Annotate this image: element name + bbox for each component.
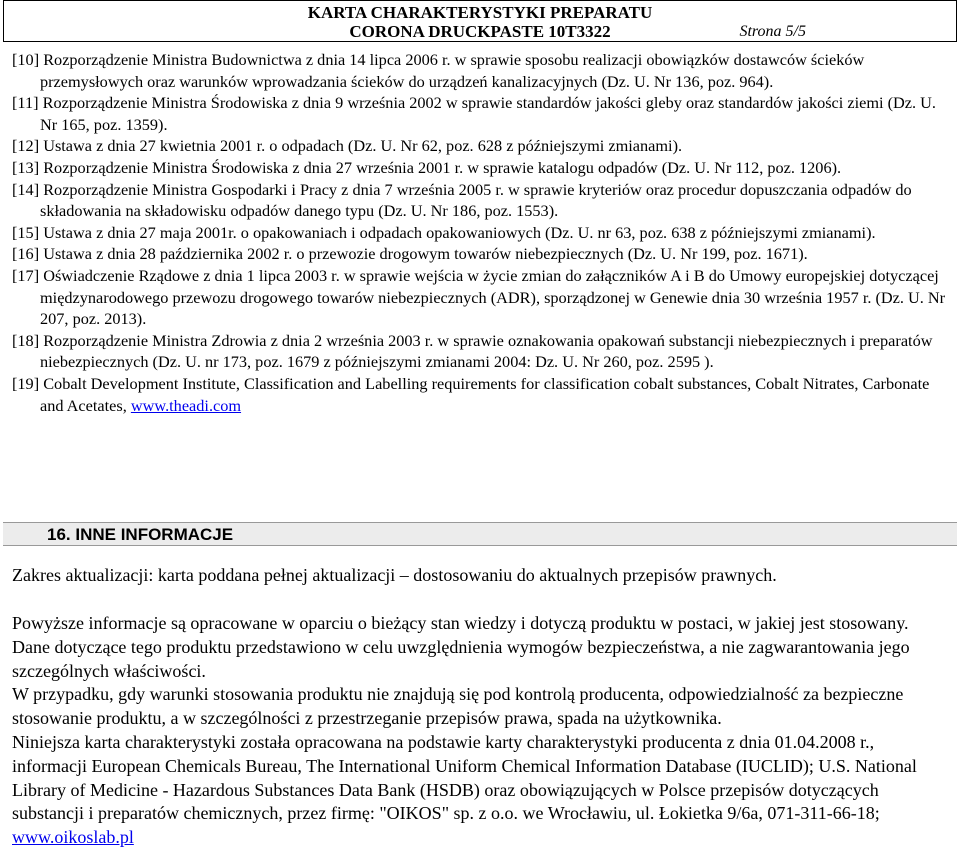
reference-text: [10] Rozporządzenie Ministra Budownictwa z dnia 14 lipca 2006 r. w sprawie sposobu realizacji obowiązków dostawców ścieków przemysłowych oraz warunków wprowadzania ścieków do urządzeń kanalizacyjnych (Dz. U. Nr 136, poz. 964). — [12, 50, 865, 91]
info-paragraph — [12, 731, 948, 850]
product-name: CORONA DRUCKPASTE 10T3322 — [349, 22, 611, 41]
reference-text: [19] Cobalt Development Institute, Classification and Labelling requirements for classification cobalt substances, Cobalt Nitrates, Carbonate and Acetates, — [12, 373, 930, 415]
reference-text: [15] Ustawa z dnia 27 maja 2001r. o opakowaniach i odpadach opakowaniowych (Dz. U. nr 63, poz. 638 z późniejszymi zmianami). — [12, 222, 876, 242]
info-paragraph: Powyższe informacje są opracowane w oparciu o bieżący stan wiedzy i dotyczą produktu w postaci, w jakiej jest stosowany. Dane dotyczące tego produktu przedstawiono w celu uwzględnienia wymogów bezpieczeństwa, a nie zagwarantowania jego szczególnych właściwości. — [12, 613, 910, 681]
oikoslab-link[interactable]: www.oikoslab.pl — [12, 827, 134, 848]
theadi-link[interactable]: www.theadi.com — [130, 395, 242, 415]
reference-item — [12, 92, 948, 135]
reference-item — [12, 49, 948, 92]
reference-text: [18] Rozporządzenie Ministra Zdrowia z dnia 2 września 2003 r. w sprawie oznakowania opakowań substancji niebezpiecznych i preparatów niebezpiecznych (Dz. U. nr 173, poz. 1679 z późniejszymi zmianami 2004: Dz. U. Nr 260, poz. 2595 ). — [12, 330, 933, 372]
info-body — [12, 612, 948, 850]
page-number: Strona 5/5 — [739, 23, 806, 40]
reference-item — [12, 265, 948, 330]
reference-text: [14] Rozporządzenie Ministra Gospodarki i Pracy z dnia 7 września 2005 r. w sprawie kryteriów oraz procedur dopuszczania odpadów do składowania na składowisku odpadów danego typu (Dz. U. Nr 186, poz. 1553). — [12, 179, 912, 221]
info-paragraph: W przypadku, gdy warunki stosowania produktu nie znajdują się pod kontrolą producenta, odpowiedzialność za bezpieczne stosowanie produktu, a w szczególności z przestrzeganie przepisów prawa, spada na użytkownika. — [12, 684, 904, 729]
reference-item — [12, 179, 948, 222]
info-paragraph-text: Niniejsza karta charakterystyki została opracowana na podstawie karty charakterystyki producenta z dnia 01.04.2008 r., informacji European Chemicals Bureau, The International Uniform Chemical Information Database (IUCLID); U.S. National Library of Medicine - Hazardous Substances Data Bank (HSDB) oraz obowiązujących w Polsce przepisów dotyczących substancji i preparatów chemicznych, przez firmę: "OIKOS" sp. z o.o. we Wrocławiu, ul. Łokietka 9/6a, 071-311-66-18; — [12, 731, 917, 824]
reference-item — [12, 373, 948, 416]
reference-text: [12] Ustawa z dnia 27 kwietnia 2001 r. o odpadach (Dz. U. Nr 62, poz. 628 z późniejszymi zmianami). — [12, 136, 683, 156]
reference-text: [16] Ustawa z dnia 28 października 2002 r. o przewozie drogowym towarów niebezpiecznych (Dz. U. Nr 199, poz. 1671). — [12, 244, 808, 264]
reference-item — [12, 135, 948, 157]
references-list — [12, 49, 948, 416]
update-text: Zakres aktualizacji: karta poddana pełnej aktualizacji – dostosowaniu do aktualnych przepisów prawnych. — [12, 565, 777, 585]
reference-item — [12, 330, 948, 373]
reference-text: [11] Rozporządzenie Ministra Środowiska z dnia 9 września 2002 w sprawie standardów jakości gleby oraz standardów jakości ziemi (Dz. U. Nr 165, poz. 1359). — [12, 93, 936, 134]
reference-item — [12, 243, 948, 265]
reference-text: [13] Rozporządzenie Ministra Środowiska z dnia 27 września 2001 r. w sprawie katalogu odpadów (Dz. U. Nr 112, poz. 1206). — [12, 157, 842, 177]
document-header — [3, 0, 957, 42]
reference-text: [17] Oświadczenie Rządowe z dnia 1 lipca 2003 r. w sprawie wejścia w życie zmian do załączników A i B do Umowy europejskiej dotyczącej międzynarodowego przewozu drogowego towarów niebezpiecznych (ADR), sporządzonej w Genewie dnia 30 września 1957 r. (Dz. U. Nr 207, poz. 2013). — [12, 265, 946, 329]
document-title: KARTA CHARAKTERYSTYKI PREPARATU — [307, 3, 653, 22]
reference-item — [12, 157, 948, 179]
section-header — [3, 522, 957, 546]
section-title: 16. INNE INFORMACJE — [47, 525, 234, 544]
update-note — [12, 564, 948, 588]
reference-item — [12, 222, 948, 244]
